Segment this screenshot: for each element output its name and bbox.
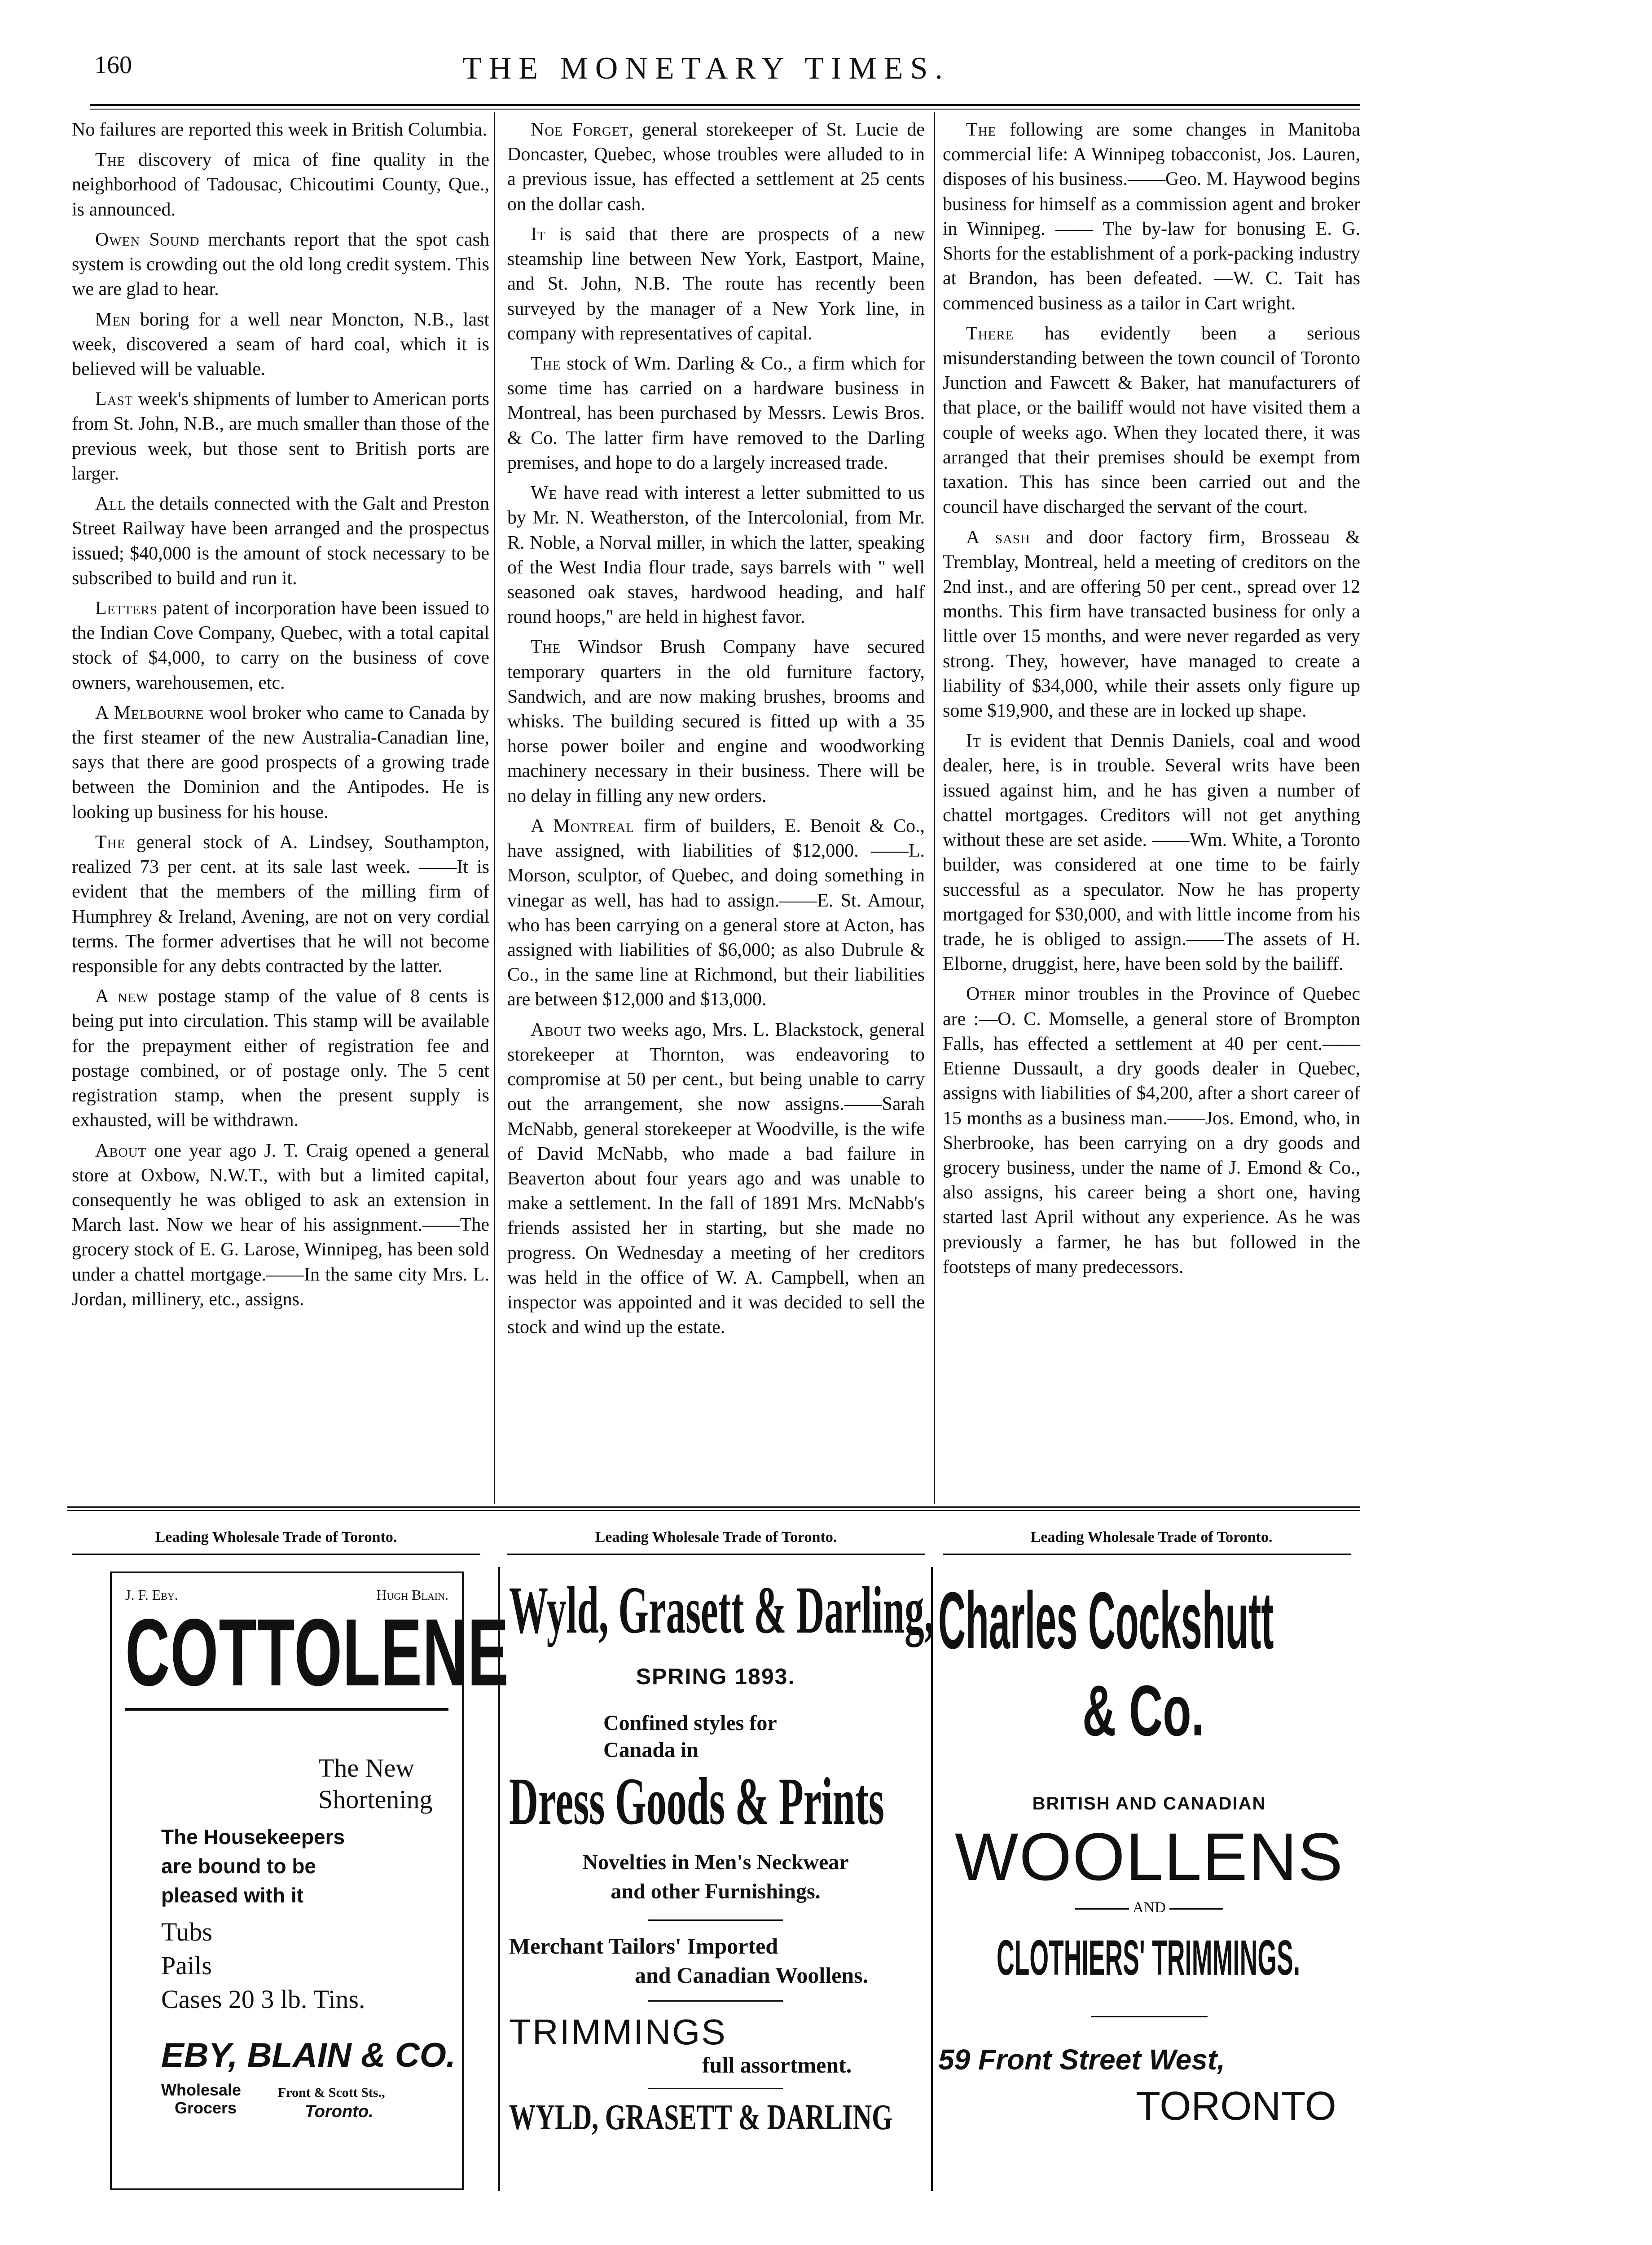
article-column-3 [943,118,1360,1501]
page-header [0,47,1482,97]
paragraph: About one year ago J. T. Craig opened a general store at Oxbow, N.W.T., with but a limited capital, consequently he was obliged to ask an extension in March last. Now we hear of his assignment.——The grocery stock of E. G. Larose, Winnipeg, has been sold under a chattel mortgage.——In the same city Mrs. L. Jordan, millinery, etc., assigns. [72,1140,489,1310]
assortment-text: full assortment. [702,2052,852,2078]
tagline-1: The New [318,1753,415,1783]
tailors-line-2: and Canadian Woollens. [635,1963,869,1988]
paragraph: Last week's shipments of lumber to American ports from St. John, N.B., are much smaller than those of the previous week, but those sent to British ports are larger. [72,389,489,484]
city: Toronto. [305,2102,373,2121]
grocers-label: Grocers [175,2099,237,2117]
header-rule-bottom [90,109,1360,110]
paragraph: A Melbourne wool broker who came to Canada by the first steamer of the new Australia-Canadian line, says that there are good prospects of a growing trade between the Dominion and the Antipodes. He is looking up business for his house. [72,702,489,823]
paragraph: Men boring for a well near Moncton, N.B., last week, discovered a seam of hard coal, which it is believed will be valuable. [72,309,489,379]
british-canadian-label: BRITISH AND CANADIAN [1032,1794,1266,1814]
ad-heading-1: Leading Wholesale Trade of Toronto. [155,1529,397,1545]
paragraph: About two weeks ago, Mrs. L. Blackstock, general storekeeper at Thornton, was endeavoring to compromise at 50 per cent., but being unable to carry out the arrangement, she now assigns.——Sarah McNabb, general storekeeper at Woodville, is the wife of David McNabb, who made a bad failure in Beaverton about four years ago and was unable to make a settlement. In the fall of 1891 Mrs. McNabb's friends assisted her in starting, but she made no progress. On Wednesday a meeting of her creditors was held in the office of W. A. Campbell, when an inspector was appointed and it was decided to sell the stock and wind up the estate. [507,1019,925,1338]
advertisement-cottolene [110,1572,510,2190]
paragraph: We have read with interest a letter submitted to us by Mr. N. Weatherston, of the Intercolonial, from Mr. R. Noble, a Norval miller, in which the latter, speaking of the West India flour trade, says barrels with " well seasoned oak staves, hardwood heading, and half round hoops," are held in highest favor. [507,483,925,628]
ad-heading-2: Leading Wholesale Trade of Toronto. [595,1529,837,1545]
product-item-1: Tubs [161,1917,212,1946]
advertisement-wyld-grasett-darling [498,1567,933,2191]
tagline-2: Shortening [318,1785,433,1814]
paragraph: A sash and door factory firm, Brosseau & Tremblay, Montreal, held a meeting of creditors on the 2nd inst., and are offering 50 per cent., spread over 12 months. This firm have transacted business for only a little over 15 months, and were never regarded as very strong. They, however, have managed to create a liability of $34,000, while their assets only figure up some $19,900, and these are in locked up shape. [943,527,1361,722]
paragraph: Letters patent of incorporation have been issued to the Indian Cove Company, Quebec, with a total capital stock of $4,000, to carry on the business of cove owners, warehousemen, etc. [72,598,489,693]
paragraph: No failures are reported this week in British Columbia. [72,119,487,140]
ad-section-rule [67,1506,1360,1508]
paragraph: Other minor troubles in the Province of Quebec are :—O. C. Momselle, a general store of Brompton Falls, has effected a settlement at 40 per cent.——Etienne Dussault, a dry goods dealer in Quebec, assigns with liabilities of $4,200, after a short career of 15 months as a business man.——Jos. Emond, who, in Sherbrooke, has been carrying on a dry goods and grocery business, under the name of J. Emond & Co., also assigns, his career being a short one, having started last April without any experience. As he was previously a farmer, he has but followed in the footsteps of many predecessors. [943,984,1360,1277]
company-name-line-1: Charles Cockshutt [938,1576,1274,1666]
product-underline [125,1708,448,1711]
paragraph: The discovery of mica of fine quality in the neighborhood of Tadousac, Chicoutimi County, Que., is announced. [72,150,489,220]
paragraph: Owen Sound merchants report that the spot cash system is crowding out the old long credit system. This we are glad to hear. [72,229,489,300]
article-column-2 [507,118,925,1501]
product-name: COTTOLENE [125,1599,510,1706]
column-divider-1 [494,112,495,1504]
header-rule-top [90,104,1360,106]
clothiers-trimmings-heading: CLOTHIERS' TRIMMINGS. [997,1930,1301,1985]
address: 59 Front Street West, [938,2043,1225,2076]
ad-heading-underline-3 [943,1554,1351,1555]
ad-divider [648,2088,783,2089]
and-label: AND [1133,1899,1166,1916]
wholesale-label: Wholesale [161,2081,242,2099]
slogan-line-1: The Housekeepers [161,1825,345,1849]
company-name: EBY, BLAIN & CO. [161,2036,456,2074]
product-item-2: Pails [161,1951,212,1980]
page-number: 160 [94,51,132,79]
paragraph: There has evidently been a serious misunderstanding between the town council of Toronto Junction and Fawcett & Baker, hat manufacturers of that place, or the bailiff would not have visited them a couple of weeks ago. When they located there, it was arranged that their premises should be exempt from taxation. This has since been carried out and the council have discharged the servant of the court. [943,323,1360,518]
slogan-line-3: pleased with it [161,1884,303,1907]
city: TORONTO [1136,2084,1336,2129]
company-name-line-2: & Co. [1082,1670,1204,1751]
partner-name-right: Hugh Blain. [376,1587,448,1603]
paragraph: Noe Forget, general storekeeper of St. Lucie de Doncaster, Quebec, whose troubles were alluded to in a previous issue, has effected a settlement at 25 cents on the dollar cash. [507,119,925,215]
confined-line-2: Canada in [603,1738,699,1762]
slogan-line-2: are bound to be [161,1854,316,1878]
woollens-heading: WOOLLENS [954,1819,1344,1894]
paragraph: It is evident that Dennis Daniels, coal and wood dealer, here, is in trouble. Several writs have been issued against him, and he has given a number of chattel mortgages. Creditors will not get anything without these are set aside. ——Wm. White, a Toronto builder, was considered at one time to be fairly successful as a speculator. Now he has property mortgaged for $30,000, and with little income from his trade, he is obliged to assign.——The assets of H. Elborne, druggist, here, have been sold by the bailiff. [943,731,1360,975]
dress-goods-heading: Dress Goods & Prints [509,1764,884,1839]
column-divider-2 [934,112,935,1504]
paragraph: All the details connected with the Galt and Preston Street Railway have been arranged and the prospectus issued; $40,000 is the amount of stock necessary to be subscribed to build and run it. [72,493,489,589]
trimmings-heading: TRIMMINGS [509,2012,727,2052]
paragraph: A new postage stamp of the value of 8 cents is being put into circulation. This stamp will be available for the prepayment either of registration fee and postage combined, or of postage only. The 5 cent registration stamp, when the present supply is exhausted, will be withdrawn. [72,986,489,1131]
ad-heading-underline-1 [72,1554,480,1555]
paragraph: The general stock of A. Lindsey, Southampton, realized 73 per cent. at its sale last week. ——It is evident that the members of the milling firm of Humphrey & Ireland, Avening, are not on very cordial terms. The former advertises that he will not become responsible for any debts contracted by the latter. [72,832,489,977]
paragraph: The stock of Wm. Darling & Co., a firm which for some time has carried on a hardware business in Montreal, has been purchased by Messrs. Lewis Bros. & Co. The latter firm have removed to the Darling premises, and hope to do a largely increased trade. [507,353,925,473]
season: SPRING 1893. [636,1664,795,1689]
and-divider [938,1899,1360,1916]
tailors-line-1: Merchant Tailors' Imported [509,1933,778,1959]
ad-divider [648,1919,783,1921]
ad-heading-underline-2 [507,1554,925,1555]
novelties-line-1: Novelties in Men's Neckwear [582,1850,849,1874]
paragraph: The Windsor Brush Company have secured temporary quarters in the old furniture factory, Sandwich, and are now making brushes, brooms and whisks. The building secured is fitted up with a 35 horse power boiler and engine and woodworking machinery necessary in their business. There will be no delay in filling any new orders. [507,637,925,806]
article-column-1 [72,118,489,1501]
company-footer: WYLD, GRASETT & DARLING [509,2098,893,2137]
confined-line-1: Confined styles for [603,1711,777,1735]
publication-title: THE MONETARY TIMES. [462,51,950,86]
ad-heading-3: Leading Wholesale Trade of Toronto. [1030,1529,1273,1545]
paragraph: It is said that there are prospects of a new steamship line between New York, Eastport, Maine, and St. John, N.B. The route has recently been surveyed by the manager of a New York line, in company with representatives of capital. [507,224,925,344]
address: Front & Scott Sts., [278,2085,385,2100]
company-heading: Wyld, Grasett & Darling, [509,1573,934,1647]
product-item-3: Cases 20 3 lb. Tins. [161,1985,365,2014]
partner-name-left: J. F. Eby. [125,1587,178,1603]
novelties-line-2: and other Furnishings. [611,1880,821,1903]
ad-divider [1091,2016,1208,2017]
paragraph: A Montreal firm of builders, E. Benoit & Co., have assigned, with liabilities of $12,000. ——L. Morson, sculptor, of Quebec, and doing something in vinegar as well, has had to assign.——E. St. Amour, who has been carrying on a general store at Acton, has assigned with liabilities of $6,000; as also Dubrule & Co., in the same line at Richmond, but their liabilities are between $12,000 and $13,000. [507,815,925,1010]
ad-divider [648,2000,783,2002]
ad-section-rule-2 [67,1510,1360,1511]
advertisement-charles-cockshutt [938,1567,1360,2191]
paragraph: The following are some changes in Manitoba commercial life: A Winnipeg tobacconist, Jos. Lauren, disposes of his business.——Geo. M. Haywood begins business for himself as a commission agent and broker in Winnipeg. —— The by-law for bonusing E. G. Shorts for the establishment of a pork-packing industry at Brandon, has been defeated. —W. C. Tait has commenced business as a tailor in Cart wright. [943,119,1360,314]
